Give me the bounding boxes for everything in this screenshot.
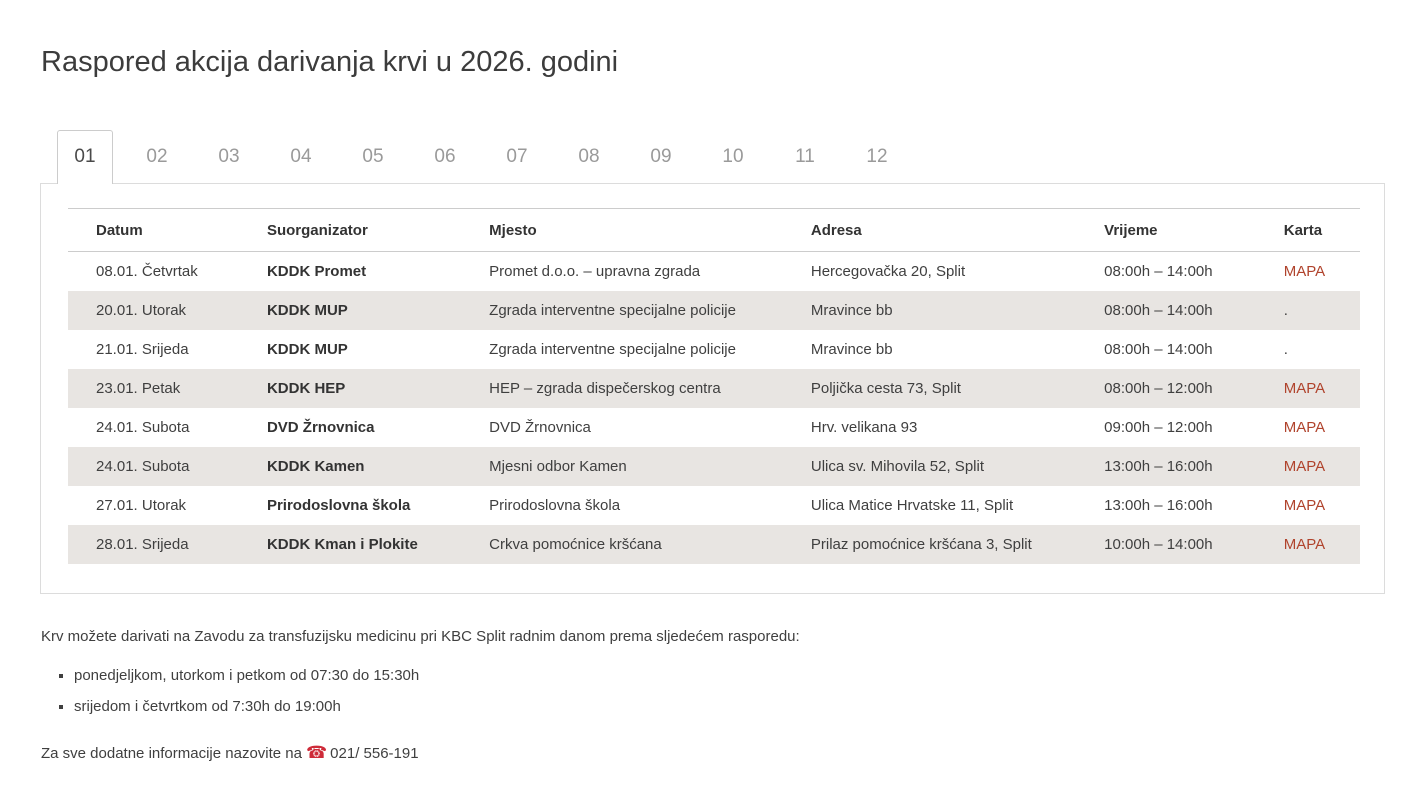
schedule-table-body [68,252,1360,565]
cell-mjesto: Zgrada interventne specijalne policije [489,302,736,319]
contact-line [41,743,1385,763]
cell-vrijeme: 10:00h – 14:00h [1104,536,1213,553]
page-title: Raspored akcija darivanja krvi u 2026. godini [41,46,619,78]
cell-karta [1284,252,1360,292]
tab-month-02[interactable]: 02 [146,146,168,167]
cell-datum: 27.01. Utorak [96,497,187,514]
cell-vrijeme: 08:00h – 12:00h [1104,380,1213,397]
cell-karta [1284,408,1360,447]
footer [41,628,1385,763]
cell-adresa: Hercegovačka 20, Split [810,263,966,280]
cell-vrijeme: 08:00h – 14:00h [1104,341,1213,358]
cell-adresa: Poljička cesta 73, Split [810,380,961,397]
map-link[interactable]: MAPA [1283,419,1326,436]
table-header-row [68,209,1360,252]
cell-adresa: Ulica Matice Hrvatske 11, Split [810,497,1014,514]
schedule-table [68,208,1360,564]
phone-number: 021/ 556-191 [330,745,419,762]
cell-mjesto: Mjesni odbor Kamen [489,458,627,475]
cell-adresa: Prilaz pomoćnice kršćana 3, Split [810,536,1032,553]
cell-adresa: Mravince bb [810,302,893,319]
table-row [68,447,1360,486]
tab-month-09[interactable]: 09 [650,146,672,167]
cell-karta: . [1283,341,1288,358]
tab-month-07[interactable]: 07 [506,146,528,167]
list-item: ▪ srijedom i četvrtkom od 7:30h do 19:00h [74,698,1385,715]
cell-karta [1284,525,1360,564]
table-row [68,291,1360,330]
tab-month-03[interactable]: 03 [218,146,240,167]
cell-vrijeme: 08:00h – 14:00h [1104,263,1213,280]
contact-prefix: Za sve dodatne informacije nazovite na [41,745,302,762]
cell-suorganizator: KDDK HEP [266,380,346,397]
map-link[interactable]: MAPA [1283,458,1326,475]
schedule-panel [40,183,1385,594]
column-header-vrijeme: Vrijeme [1104,209,1284,252]
cell-suorganizator: DVD Žrnovnica [266,419,375,436]
cell-suorganizator: KDDK Promet [266,263,367,280]
table-row [68,486,1360,525]
column-header-datum: Datum [68,209,267,252]
tab-month-04[interactable]: 04 [290,146,312,167]
cell-datum: 21.01. Srijeda [96,341,189,358]
cell-vrijeme: 08:00h – 14:00h [1104,302,1213,319]
cell-suorganizator: KDDK Kman i Plokite [266,536,418,553]
map-link[interactable]: MAPA [1283,497,1326,514]
cell-datum: 24.01. Subota [96,458,190,475]
tab-month-08[interactable]: 08 [578,146,600,167]
footer-intro-text: Krv možete darivati na Zavodu za transfuzijsku medicinu pri KBC Split radnim danom prema sljedećem rasporedu: [41,628,800,645]
cell-datum: 20.01. Utorak [96,302,187,319]
cell-suorganizator: KDDK Kamen [266,458,365,475]
column-header-adresa: Adresa [811,209,1104,252]
cell-mjesto: HEP – zgrada dispečerskog centra [489,380,721,397]
table-row [68,369,1360,408]
table-row [68,252,1360,292]
cell-vrijeme: 13:00h – 16:00h [1104,497,1213,514]
table-row [68,408,1360,447]
cell-karta: . [1283,302,1288,319]
tab-month-06[interactable]: 06 [434,146,456,167]
column-header-suorganizator: Suorganizator [267,209,489,252]
cell-mjesto: Prirodoslovna škola [489,497,621,514]
cell-vrijeme: 09:00h – 12:00h [1104,419,1213,436]
cell-adresa: Mravince bb [810,341,893,358]
column-header-mjesto: Mjesto [489,209,811,252]
month-tabs [57,129,1385,183]
tab-month-11[interactable]: 11 [795,146,815,167]
cell-suorganizator: KDDK MUP [266,302,348,319]
table-row [68,330,1360,369]
cell-datum: 23.01. Petak [96,380,181,397]
cell-karta [1284,369,1360,408]
cell-karta [1284,486,1360,525]
tab-month-01[interactable]: 01 [57,130,113,184]
map-link[interactable]: MAPA [1283,263,1326,280]
cell-adresa: Hrv. velikana 93 [810,419,918,436]
cell-datum: 08.01. Četvrtak [96,263,198,280]
cell-mjesto: Promet d.o.o. – upravna zgrada [489,263,701,280]
cell-vrijeme: 13:00h – 16:00h [1104,458,1213,475]
tab-month-10[interactable]: 10 [722,146,744,167]
map-link[interactable]: MAPA [1283,536,1326,553]
cell-mjesto: Crkva pomoćnice kršćana [489,536,662,553]
donation-hours-list [41,667,1385,715]
cell-suorganizator: Prirodoslovna škola [266,497,411,514]
phone-icon: ☎ [305,743,328,762]
list-item: ▪ ponedjeljkom, utorkom i petkom od 07:30 do 15:30h [74,667,1385,684]
cell-datum: 24.01. Subota [96,419,190,436]
cell-karta [1284,447,1360,486]
cell-datum: 28.01. Srijeda [96,536,189,553]
map-link[interactable]: MAPA [1283,380,1326,397]
cell-adresa: Ulica sv. Mihovila 52, Split [810,458,984,475]
tab-month-12[interactable]: 12 [866,146,888,167]
cell-suorganizator: KDDK MUP [266,341,348,358]
cell-mjesto: DVD Žrnovnica [489,419,591,436]
cell-mjesto: Zgrada interventne specijalne policije [489,341,736,358]
column-header-karta: Karta [1284,209,1360,252]
table-row [68,525,1360,564]
tab-month-05[interactable]: 05 [362,146,384,167]
